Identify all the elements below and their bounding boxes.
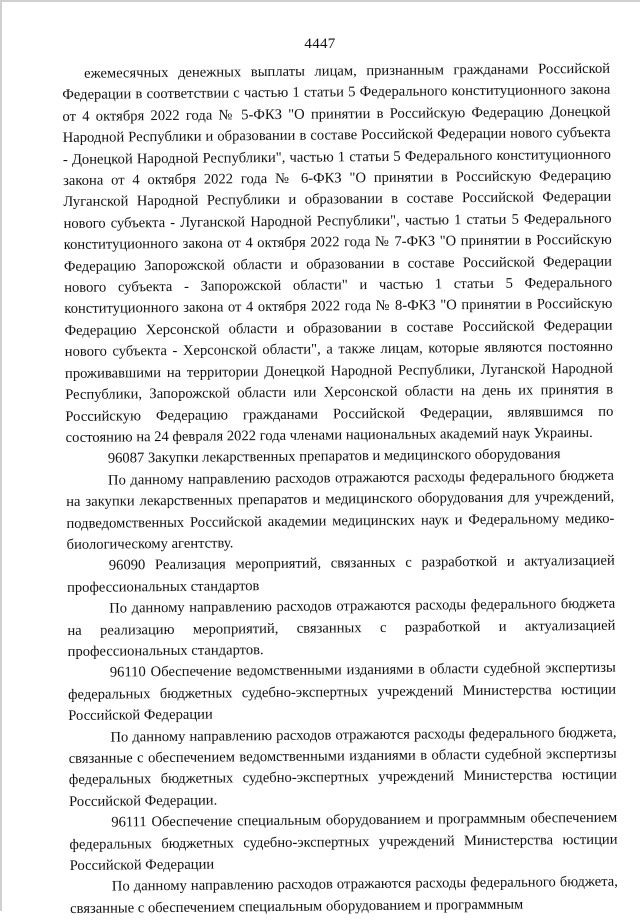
document-body	[62, 59, 618, 920]
page-number: 4447	[304, 36, 336, 52]
section-heading-96110: 96110 Обеспечение ведомственными изданиями в области судебной экспертизы федеральных бюджетных судебно-экспертных учреждений Министерства юстиции Российской Федерации	[67, 660, 617, 725]
section-heading-96090: 96090 Реализация мероприятий, связанных с разработкой и актуализацией профессиональных стандартов	[66, 553, 615, 596]
section-heading-96087: 96087 Закупки лекарственных препаратов и медицинского оборудования	[107, 446, 561, 467]
scan-edge-left	[0, 0, 2, 911]
paragraph-96090-description: По данному направлению расходов отражаются расходы федерального бюджета на реализацию мероприятий, связанных с разработкой и актуализацией профессиональных стандартов.	[67, 595, 616, 660]
paragraph-continuation: ежемесячных денежных выплаты лицам, признанным гражданами Российской Федерации в соответствии с частью 1 статьи 5 Федерального конституционного закона от 4 октября 2022 года № 5-ФКЗ "О принятии в Российскую Федерацию Донецкой Народной Республики и образовании в составе Российской Федерации нового субъекта - Донецкой Народной Республики", частью 1 статьи 5 Федерального конституционного закона от 4 октября 2022 года № 6-ФКЗ "О принятии в Российскую Федерацию Луганской Народной Республики и образовании в составе Российской Федерации нового субъекта - Луганской Народной Республики", частью 1 статьи 5 Федерального конституционного закона от 4 октября 2022 года № 7-ФКЗ "О принятии в Российскую Федерацию Запорожской области и образовании в составе Российской Федерации нового субъекта - Запорожской области" и частью 1 статьи 5 Федерального конституционного закона от 4 октября 2022 года № 8-ФКЗ "О принятии в Российскую Федерацию Херсонской области и образовании в составе Российской Федерации нового субъекта - Херсонской области", а также лицам, которые являются постоянно проживавшими на территории Донецкой Народной Республики, Луганской Народной Республики, Запорожской области или Херсонской области на день их принятия в Российскую Федерацию гражданами Российской Федерации, являвшимся по состоянию на 24 февраля 2022 года членами национальных академий наук Украины.	[62, 60, 614, 446]
paragraph-96110-description: По данному направлению расходов отражаются расходы федерального бюджета, связанные с обеспечением ведомственными изданиями в области судебной экспертизы федеральных бюджетных судебно-экспертных учреждений Министерства юстиции Российской Федерации.	[68, 724, 617, 810]
section-heading-96111: 96111 Обеспечение специальным оборудованием и программным обеспечением федеральных бюджетных судебно-экспертных учреждений Министерства юстиции Российской Федерации	[69, 809, 618, 874]
scan-edge-top	[0, 0, 640, 2]
paragraph-96111-description: По данному направлению расходов отражаются расходы федерального бюджета, связанные с обеспечением специальным оборудованием и программным	[70, 874, 618, 917]
paragraph-96087-description: По данному направлению расходов отражаются расходы федерального бюджета на закупки лекарственных препаратов и медицинского оборудования для учреждений, подведомственных Российской академии медицинских наук и Федеральному медико-биологическому агентству.	[66, 467, 615, 553]
